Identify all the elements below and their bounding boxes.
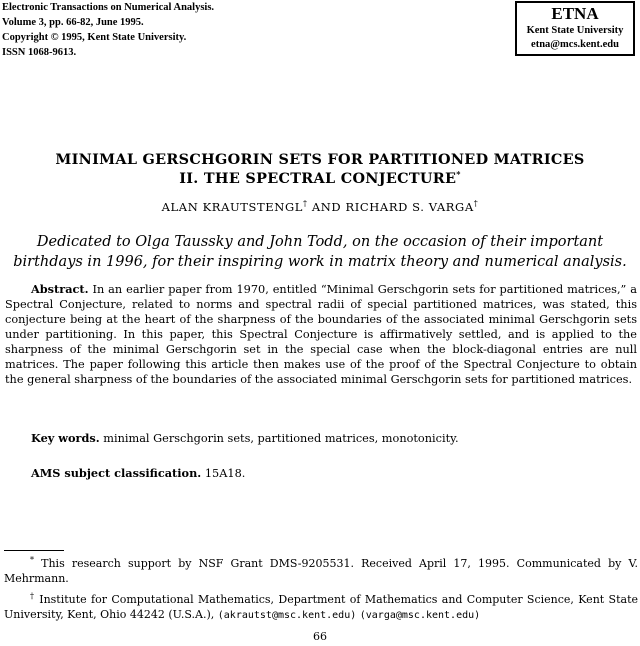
keywords-text: minimal Gerschgorin sets, partitioned matrices, monotonicity.	[103, 432, 459, 445]
footnote-rule	[4, 550, 64, 551]
authors-and: AND	[311, 200, 342, 214]
paper-title-line2	[0, 169, 640, 188]
abstract-label: Abstract.	[31, 282, 89, 296]
dedication: Dedicated to Olga Taussky and John Todd, on the occasion of their important birthdays in 1996, for their inspiring work in matrix theory and numerical analysis.	[13, 234, 627, 270]
ams-text: 15A18.	[204, 467, 246, 480]
header-line-volume: Volume 3, pp. 66-82, June 1995.	[2, 17, 144, 28]
ams-classification	[31, 466, 245, 480]
keywords-label: Key words.	[31, 431, 100, 445]
author2-footnote-mark: †	[473, 199, 479, 209]
etna-box-title: ETNA	[551, 4, 599, 23]
paper-title-line2-text: II. THE SPECTRAL CONJECTURE	[179, 170, 457, 187]
footnote-2-mark: †	[30, 591, 35, 601]
authors	[0, 200, 640, 214]
header-line-issn: ISSN 1068-9613.	[2, 47, 77, 58]
etna-box-university: Kent State University	[526, 25, 624, 36]
footnote-1	[4, 556, 638, 586]
footnote-1-text: This research support by NSF Grant DMS-9205531. Received April 17, 1995. Communicated by V. Mehrmann.	[4, 557, 638, 585]
etna-box-email[interactable]: etna@mcs.kent.edu	[531, 39, 619, 50]
title-footnote-mark: *	[456, 169, 461, 180]
paper-title-line1: MINIMAL GERSCHGORIN SETS FOR PARTITIONED MATRICES	[55, 151, 585, 168]
email-krautstengl[interactable]: (akrautst@msc.kent.edu)	[217, 610, 357, 621]
page-number: 66	[313, 630, 327, 643]
header-line-journal: Electronic Transactions on Numerical Analysis.	[2, 2, 215, 13]
footnote-2-text: Institute for Computational Mathematics, Department of Mathematics and Computer Science, Kent State University, Kent, Ohio 44242 (U.S.A.),	[4, 593, 638, 621]
etna-box	[515, 1, 635, 56]
abstract	[5, 282, 637, 387]
author-varga: RICHARD S. VARGA	[345, 200, 474, 214]
ams-label: AMS subject classification.	[31, 466, 202, 480]
footnote-1-mark: *	[30, 555, 34, 565]
footnote-2	[4, 592, 638, 623]
header-line-copyright: Copyright © 1995, Kent State University.	[2, 32, 187, 43]
keywords	[31, 431, 459, 445]
email-varga[interactable]: (varga@msc.kent.edu)	[359, 610, 481, 621]
journal-header	[2, 0, 214, 60]
author-krautstengl: ALAN KRAUTSTENGL	[161, 200, 303, 214]
abstract-text: In an earlier paper from 1970, entitled “Minimal Gerschgorin sets for partitioned matrices,” a Spectral Conjecture, related to norms and spectral radii of special partitioned matrices, was stated, this conjecture being at the heart of the sharpness of the boundaries of the associated minimal Gerschgorin sets under partitioning. In this paper, this Spectral Conjecture is affirmatively settled, and is applied to the sharpness of the minimal Gerschgorin set in the special case when the block-diagonal entries are null matrices. The paper following this article then makes use of the proof of the Spectral Conjecture to obtain the general sharpness of the boundaries of the associated minimal Gerschgorin sets for partitioned matrices.	[5, 283, 638, 386]
author1-footnote-mark: †	[302, 199, 308, 209]
